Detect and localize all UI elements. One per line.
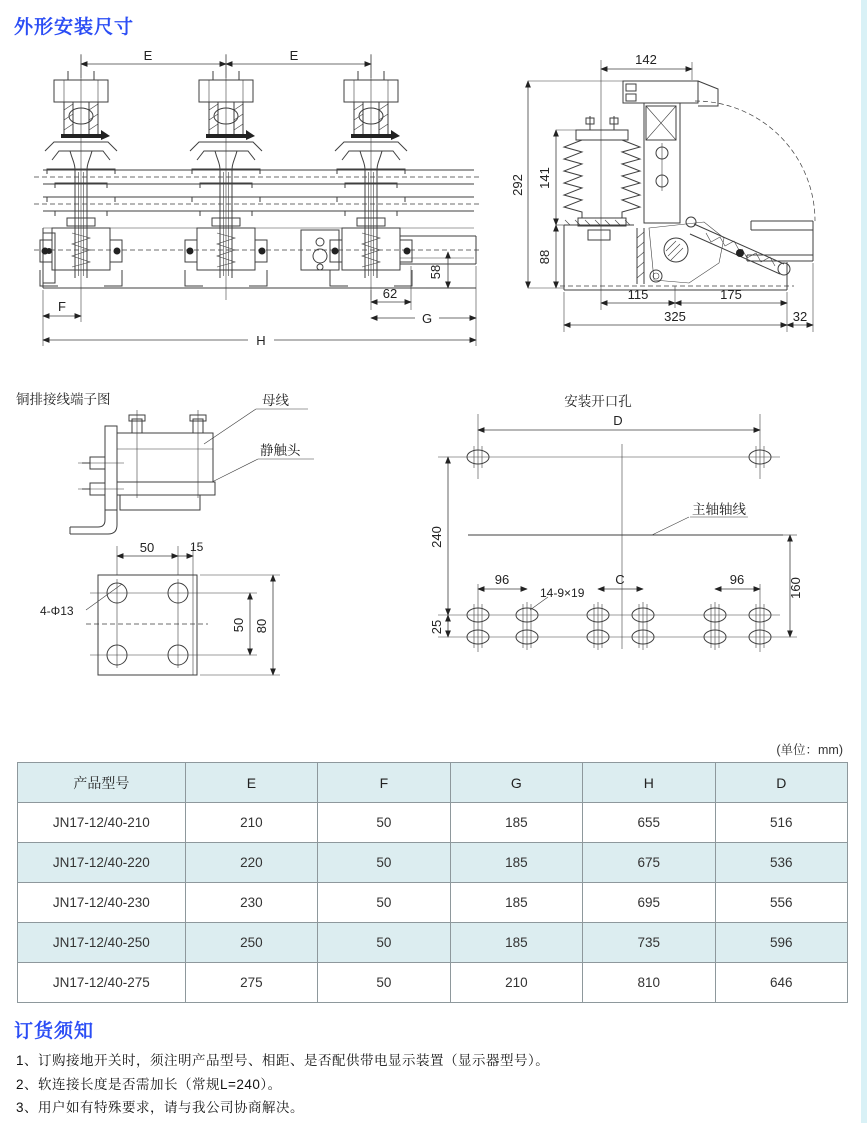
dim-325: 325 [664, 309, 686, 324]
side-view-drawing [494, 48, 866, 360]
dim-96-left: 96 [494, 572, 510, 587]
cell-h: 810 [583, 963, 715, 1003]
cell-g: 185 [450, 923, 582, 963]
dim-292: 292 [510, 174, 525, 196]
cell-d: 596 [715, 923, 847, 963]
dim-96-right: 96 [729, 572, 745, 587]
cell-d: 516 [715, 803, 847, 843]
cell-e: 275 [185, 963, 317, 1003]
axis-label: 主轴轴线 [692, 502, 746, 517]
cell-e: 210 [185, 803, 317, 843]
note-item-3: 3、用户如有特殊要求，请与我公司协商解决。 [16, 1100, 305, 1115]
col-header-g: G [450, 763, 582, 803]
dim-f: F [58, 299, 66, 314]
cell-e: 220 [185, 843, 317, 883]
dim-c: C [615, 572, 625, 587]
dim-142: 142 [635, 52, 657, 67]
terminal-structure [70, 409, 314, 534]
cell-e: 250 [185, 923, 317, 963]
mounting-holes-drawing [400, 384, 864, 684]
cell-e: 230 [185, 883, 317, 923]
cell-model: JN17-12/40-250 [18, 923, 186, 963]
front-view-drawing [18, 50, 490, 362]
dimensions-table [17, 762, 848, 1003]
cell-f: 50 [318, 883, 450, 923]
cell-model: JN17-12/40-230 [18, 883, 186, 923]
slots-callout: 14-9×19 [540, 586, 585, 600]
col-header-f: F [318, 763, 450, 803]
table-row [18, 923, 848, 963]
insulator-pole-1 [40, 55, 122, 300]
dim-g: G [421, 311, 433, 326]
dim-32: 32 [792, 309, 808, 324]
cell-model: JN17-12/40-275 [18, 963, 186, 1003]
drilling-plate [86, 540, 257, 675]
cell-g: 185 [450, 883, 582, 923]
static-contact-label: 静触头 [260, 443, 301, 458]
notes-title: 订货须知 [14, 1021, 95, 1042]
plate-dimensions [200, 575, 280, 675]
cell-g: 185 [450, 843, 582, 883]
terminal-title: 铜排接线端子图 [16, 392, 111, 407]
unit-note: (单位：mm) [776, 743, 843, 757]
busbar-label: 母线 [262, 393, 289, 408]
dim-62: 62 [382, 286, 398, 301]
mounting-structure [438, 414, 783, 652]
dim-50-right: 50 [231, 617, 246, 633]
cell-h: 675 [583, 843, 715, 883]
dim-115: 115 [627, 287, 649, 302]
cell-f: 50 [318, 923, 450, 963]
base-frame [34, 228, 480, 288]
cell-h: 695 [583, 883, 715, 923]
table-row [18, 963, 848, 1003]
table-row [18, 843, 848, 883]
dim-d: D [613, 413, 623, 428]
dim-80: 80 [254, 618, 269, 634]
col-header-d: D [715, 763, 847, 803]
table-header-row [18, 763, 848, 803]
table-row [18, 883, 848, 923]
cell-d: 646 [715, 963, 847, 1003]
mounting-title: 安装开口孔 [564, 394, 632, 409]
cell-model: JN17-12/40-210 [18, 803, 186, 843]
dim-h: H [256, 333, 266, 348]
dim-15: 15 [190, 540, 204, 554]
holes-callout: 4-Φ13 [40, 604, 74, 618]
col-header-e: E [185, 763, 317, 803]
insulator-pole-2 [185, 55, 267, 300]
busbar-rails [34, 170, 480, 211]
cell-f: 50 [318, 803, 450, 843]
cell-d: 556 [715, 883, 847, 923]
mounting-dimensions [429, 413, 803, 637]
table-row [18, 803, 848, 843]
page-title: 外形安装尺寸 [14, 17, 135, 38]
col-header-model: 产品型号 [18, 763, 186, 803]
dim-50-top: 50 [139, 540, 155, 555]
cell-h: 735 [583, 923, 715, 963]
note-item-2: 2、软连接长度是否需加长（常规L=240）。 [16, 1077, 282, 1092]
cell-g: 210 [450, 963, 582, 1003]
dim-25: 25 [429, 619, 444, 635]
dim-e1: E [143, 50, 153, 63]
terminal-drawing [12, 386, 322, 686]
cell-d: 536 [715, 843, 847, 883]
cell-f: 50 [318, 963, 450, 1003]
dim-88: 88 [537, 249, 552, 265]
dim-e2: E [289, 50, 299, 63]
cell-h: 655 [583, 803, 715, 843]
dim-141: 141 [537, 167, 552, 189]
cell-f: 50 [318, 843, 450, 883]
dim-58: 58 [428, 264, 443, 280]
cell-g: 185 [450, 803, 582, 843]
insulator-pole-3 [330, 55, 412, 300]
dim-160: 160 [788, 577, 803, 599]
cell-model: JN17-12/40-220 [18, 843, 186, 883]
side-view-structure [560, 60, 815, 310]
dim-175: 175 [720, 287, 742, 302]
note-item-1: 1、订购接地开关时，须注明产品型号、相距、是否配供带电显示装置（显示器型号）。 [16, 1053, 550, 1068]
col-header-h: H [583, 763, 715, 803]
page-edge-strip [861, 0, 867, 1123]
dim-240: 240 [429, 526, 444, 548]
